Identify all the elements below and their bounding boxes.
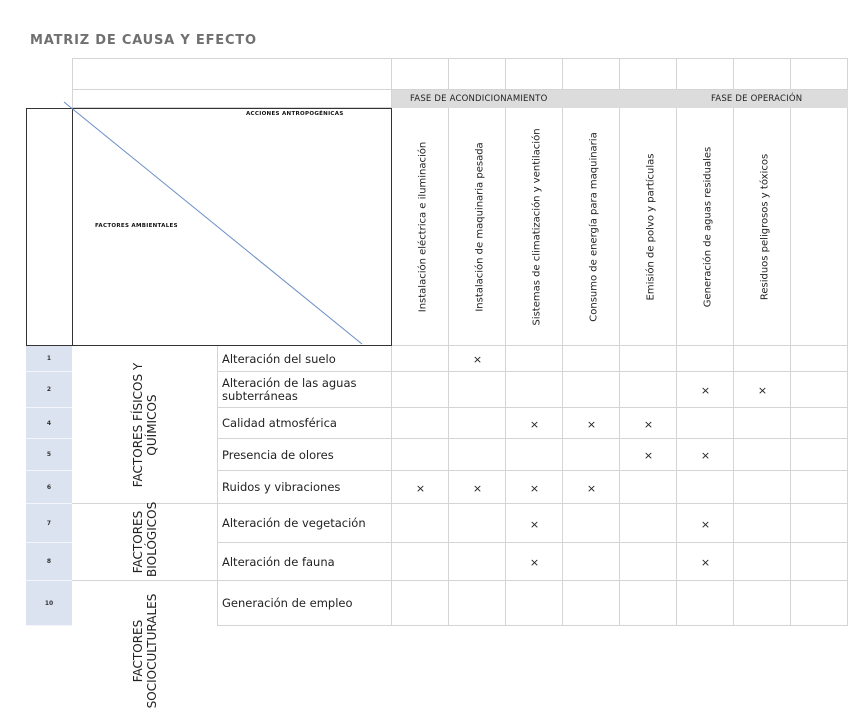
header-blank-strip	[72, 90, 392, 108]
actions-label: ACCIONES ANTROPOGÉNICAS	[246, 111, 344, 117]
matrix-cell[interactable]	[734, 471, 791, 504]
matrix-cell[interactable]	[734, 408, 791, 439]
matrix-cell[interactable]	[734, 504, 791, 543]
row-label: Presencia de olores	[222, 447, 334, 462]
matrix-cell[interactable]	[677, 471, 734, 504]
group-cell-socioculturales	[72, 581, 218, 709]
header-col-cell	[563, 58, 620, 90]
matrix-cell[interactable]	[563, 581, 620, 626]
matrix-cell[interactable]	[620, 504, 677, 543]
impact-mark: ×	[643, 417, 654, 431]
action-label: Generación de aguas residuales	[702, 146, 713, 308]
header-col-cell	[392, 58, 449, 90]
corner-number-cell	[26, 108, 73, 346]
matrix-cell[interactable]	[791, 543, 848, 581]
matrix-cell[interactable]	[677, 581, 734, 626]
impact-mark: ×	[586, 417, 597, 431]
matrix-cell[interactable]	[734, 346, 791, 372]
matrix-cell[interactable]	[734, 543, 791, 581]
matrix-cell[interactable]	[563, 439, 620, 471]
action-label: Residuos peligrosos y tóxicos	[759, 153, 770, 301]
header-col-cell	[506, 58, 563, 90]
matrix-cell[interactable]	[791, 346, 848, 372]
matrix-cell[interactable]	[563, 543, 620, 581]
impact-mark: ×	[700, 384, 711, 397]
row-number: 4	[26, 408, 72, 439]
impact-mark: ×	[529, 481, 540, 495]
matrix-cell[interactable]	[563, 346, 620, 372]
matrix-cell[interactable]	[791, 471, 848, 504]
row-label: Alteración de las aguas subterráneas	[222, 376, 357, 403]
impact-mark: ×	[700, 449, 711, 462]
row-label: Generación de empleo	[222, 596, 353, 610]
matrix-cell[interactable]	[449, 543, 506, 581]
row-label: Ruidos y vibraciones	[222, 480, 341, 494]
header-col-cell	[449, 58, 506, 90]
matrix-cell[interactable]	[392, 372, 449, 408]
matrix-cell[interactable]	[449, 581, 506, 626]
matrix-cell[interactable]	[449, 439, 506, 471]
matrix-cell[interactable]	[734, 439, 791, 471]
row-label: Alteración de vegetación	[222, 516, 366, 530]
group-socioculturales-label: FACTORES SOCIOCULTURALES	[131, 593, 159, 709]
matrix-cell[interactable]	[620, 581, 677, 626]
impact-mark: ×	[529, 517, 540, 531]
row-number: 6	[26, 471, 72, 504]
matrix-cell[interactable]	[392, 439, 449, 471]
action-label: Instalación eléctrica e iluminación	[417, 141, 428, 313]
header-col-cell	[620, 58, 677, 90]
matrix-cell[interactable]	[506, 346, 563, 372]
matrix-cell[interactable]	[449, 408, 506, 439]
phase-acondicionamiento: FASE DE ACONDICIONAMIENTO	[410, 94, 548, 104]
matrix-cell[interactable]	[677, 408, 734, 439]
row-label: Calidad atmosférica	[222, 416, 337, 430]
matrix-cell[interactable]	[392, 543, 449, 581]
impact-mark: ×	[700, 556, 711, 569]
matrix-cell[interactable]	[620, 543, 677, 581]
group-biologicos-label: FACTORES BIOLÓGICOS	[131, 501, 159, 577]
matrix-cell[interactable]	[620, 346, 677, 372]
action-label: Sistemas de climatización y ventilación	[531, 128, 542, 326]
factors-label: FACTORES AMBIENTALES	[95, 223, 178, 229]
matrix-cell[interactable]	[791, 504, 848, 543]
header-col-cell	[734, 58, 791, 90]
matrix-cell[interactable]	[620, 372, 677, 408]
impact-mark: ×	[472, 481, 483, 495]
row-number: 10	[26, 581, 72, 626]
impact-mark: ×	[700, 517, 711, 531]
matrix-cell[interactable]	[734, 581, 791, 626]
row-label: Alteración del suelo	[222, 351, 336, 366]
impact-mark: ×	[586, 481, 597, 495]
matrix-cell[interactable]	[506, 581, 563, 626]
header-col-cell	[791, 58, 848, 90]
group-fisicos-label: FACTORES FÍSICOS Y QUÍMICOS	[131, 362, 159, 488]
impact-mark: ×	[529, 417, 540, 431]
matrix-cell[interactable]	[791, 581, 848, 626]
matrix-cell[interactable]	[563, 504, 620, 543]
matrix-cell[interactable]	[563, 372, 620, 408]
matrix-cell[interactable]	[449, 504, 506, 543]
impact-mark: ×	[643, 449, 654, 462]
header-col-cell	[677, 58, 734, 90]
matrix-cell[interactable]	[392, 346, 449, 372]
row-number: 7	[26, 504, 72, 543]
action-header-cell	[791, 108, 848, 346]
row-label: Alteración de fauna	[222, 554, 335, 569]
matrix-cell[interactable]	[791, 439, 848, 471]
matrix-cell[interactable]	[791, 372, 848, 408]
action-label: Emisión de polvo y partículas	[645, 153, 656, 301]
row-number: 8	[26, 543, 72, 581]
impact-mark: ×	[415, 481, 426, 495]
matrix-cell[interactable]	[392, 504, 449, 543]
matrix-cell[interactable]	[449, 372, 506, 408]
impact-mark: ×	[757, 384, 768, 397]
matrix-cell[interactable]	[791, 408, 848, 439]
matrix-cell[interactable]	[392, 408, 449, 439]
row-number: 2	[26, 372, 72, 408]
matrix-cell[interactable]	[677, 346, 734, 372]
impact-mark: ×	[529, 556, 540, 569]
row-number: 1	[26, 346, 72, 372]
impact-mark: ×	[472, 353, 483, 366]
header-blank-cell	[72, 58, 392, 90]
phase-operacion: FASE DE OPERACIÓN	[711, 94, 803, 104]
action-label: Consumo de energía para maquinaria	[588, 132, 599, 322]
matrix-cell[interactable]	[506, 439, 563, 471]
matrix-cell[interactable]	[506, 372, 563, 408]
matrix-cell[interactable]	[392, 581, 449, 626]
row-number: 5	[26, 439, 72, 471]
matrix-cell[interactable]	[620, 471, 677, 504]
action-label: Instalación de maquinaria pesada	[474, 142, 485, 312]
page-title: MATRIZ DE CAUSA Y EFECTO	[30, 33, 257, 48]
